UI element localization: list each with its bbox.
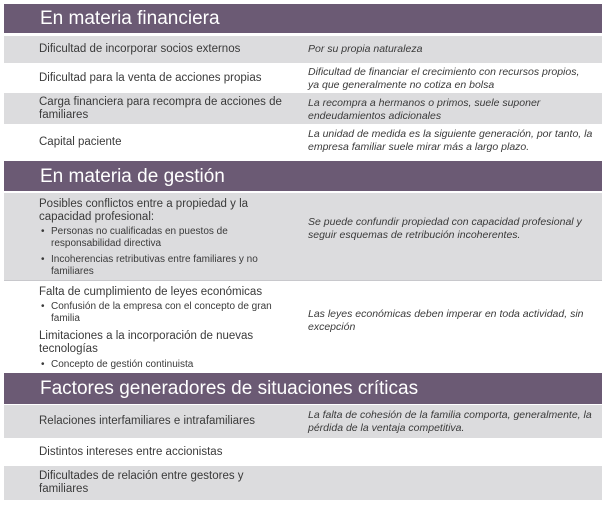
table-row <box>4 36 602 63</box>
row-description: La unidad de medida es la siguiente generación, por tanto, la empresa familiar suele mirar más a largo plazo. <box>308 128 593 153</box>
row-label: Dificultades de relación entre gestores y familiares <box>39 470 244 495</box>
row-description: La falta de cohesión de la familia comporta, generalmente, la pérdida de la ventaja competitiva. <box>308 409 592 434</box>
row-heading: Posibles conflictos entre a propiedad y la capacidad profesional: <box>39 198 249 223</box>
table-row <box>4 438 602 466</box>
row-description: Por su propia naturaleza <box>308 43 423 55</box>
row-heading: Falta de cumplimiento de leyes económicas <box>39 286 263 298</box>
row-description: La recompra a hermanos o primos, suele suponer endeudamientos adicionales <box>308 97 541 122</box>
row-label: Capital paciente <box>39 136 122 148</box>
table-row <box>4 466 602 500</box>
row-label: Dificultad para la venta de acciones propias <box>39 72 262 84</box>
bullet-text: Concepto de gestión continuista <box>51 359 194 370</box>
table-row <box>4 63 602 93</box>
section-header-factores <box>4 373 602 404</box>
section-header-financiera <box>4 4 602 33</box>
bullet-icon: • <box>41 301 45 312</box>
table-row <box>4 281 602 370</box>
table-row <box>4 124 602 160</box>
bullet-icon: • <box>41 254 45 265</box>
row-description: Dificultad de financiar el crecimiento con recursos propios, ya que generalmente no cotiza en bolsa <box>308 66 580 91</box>
bullet-text: Confusión de la empresa con el concepto de gran familia <box>51 301 272 324</box>
row-label-group <box>39 286 284 371</box>
row-label: Carga financiera para recompra de acciones de familiares <box>39 96 282 121</box>
bullet-icon: • <box>41 226 45 237</box>
bullet-icon: • <box>41 359 45 370</box>
bullet-item <box>39 226 284 250</box>
section-title: En materia de gestión <box>40 165 225 187</box>
bullet-item <box>39 359 284 371</box>
row-description: Se puede confundir propiedad con capacidad profesional y seguir esquemas de retribución incoherentes. <box>308 216 582 241</box>
bullet-text: Personas no cualificadas en puestos de responsabilidad directiva <box>51 226 228 249</box>
row-label: Dificultad de incorporar socios externos <box>39 43 241 55</box>
section-header-gestion <box>4 161 602 191</box>
row-label: Distintos intereses entre accionistas <box>39 446 223 458</box>
bullet-item <box>39 301 284 325</box>
bullet-item <box>39 254 284 278</box>
section-title: En materia financiera <box>40 8 220 29</box>
row-label: Relaciones interfamiliares e intrafamiliares <box>39 415 256 427</box>
bullet-text: Incoherencias retributivas entre familiares y no familiares <box>51 254 258 277</box>
table-row <box>4 93 602 124</box>
section-title: Factores generadores de situaciones críticas <box>40 378 419 399</box>
row-heading: Limitaciones a la incorporación de nuevas tecnologías <box>39 330 254 355</box>
table-row <box>4 193 602 280</box>
row-label-group <box>39 198 284 278</box>
table-row <box>4 405 602 438</box>
row-description: Las leyes económicas deben imperar en toda actividad, sin excepción <box>308 308 584 333</box>
